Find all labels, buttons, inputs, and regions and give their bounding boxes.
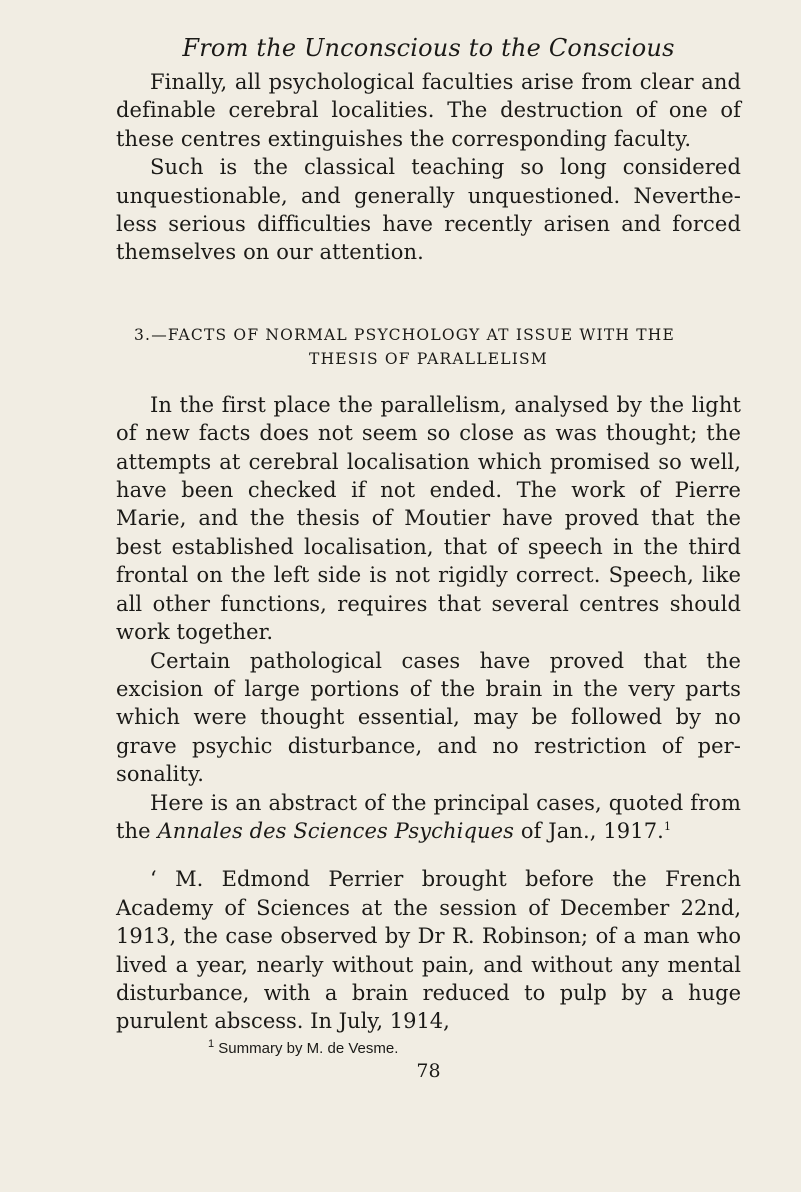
section-text xyxy=(116,391,741,846)
running-title: From the Unconscious to the Conscious xyxy=(182,34,675,62)
book-page xyxy=(116,30,741,1082)
quote-paragraph: ‘ M. Edmond Perrier brought before the French Academy of Sciences at the session of December 22nd, 1913, the case observed by Dr R. Robinson; of a man who lived a year, nearly without pain, and without any mental disturbance, with a brain reduced to pulp by a huge purulent abscess. In July, 1914, xyxy=(116,867,741,1034)
footnote-marker: 1 xyxy=(208,1037,215,1050)
paragraph: In the first place the parallelism, analysed by the light of new facts does not seem so close as was thought; the attempts at cerebral localisation which promised so well, have been checked if not ended. The work of Pierre Marie, and the thesis of Moutier have proved that the best established localisation, that of speech in the third frontal on the left side is not rigidly correct. Speech, like all other functions, requires that several centres should work together. xyxy=(116,392,741,645)
section-heading-line: THESIS OF PARALLELISM xyxy=(309,349,548,368)
text-run: of Jan., 1917. xyxy=(514,818,664,843)
footnote-text: Summary by M. de Vesme. xyxy=(218,1039,399,1057)
section-heading xyxy=(116,323,741,371)
journal-title: Annales des Sciences Psychiques xyxy=(157,818,515,843)
paragraph: Such is the classical teaching so long considered unquestionable, and generally unquestioned. Neverthe-less serious difficulties have recently arisen and forced themselves on our attention. xyxy=(116,155,741,265)
footnote-marker: 1 xyxy=(663,819,672,833)
paragraph: Finally, all psychological faculties arise from clear and definable cerebral localities. The destruction of one of these centres extinguishes the corresponding faculty. xyxy=(116,70,741,151)
paragraph: Certain pathological cases have proved that the excision of large portions of the brain in the very parts which were thought essential, may be followed by no grave psychic disturbance, and no restriction of per-sonality. xyxy=(116,648,741,787)
page-number: 78 xyxy=(416,1059,441,1082)
quotation xyxy=(116,865,741,1035)
text-run: Here is an abstract of the principal cases, quoted from the xyxy=(116,790,741,843)
footnote xyxy=(116,1038,741,1060)
section-heading-line: 3.—FACTS OF NORMAL PSYCHOLOGY AT ISSUE WITH THE xyxy=(134,325,676,344)
top-text xyxy=(116,68,741,267)
paragraph-abstract-intro xyxy=(116,789,741,846)
